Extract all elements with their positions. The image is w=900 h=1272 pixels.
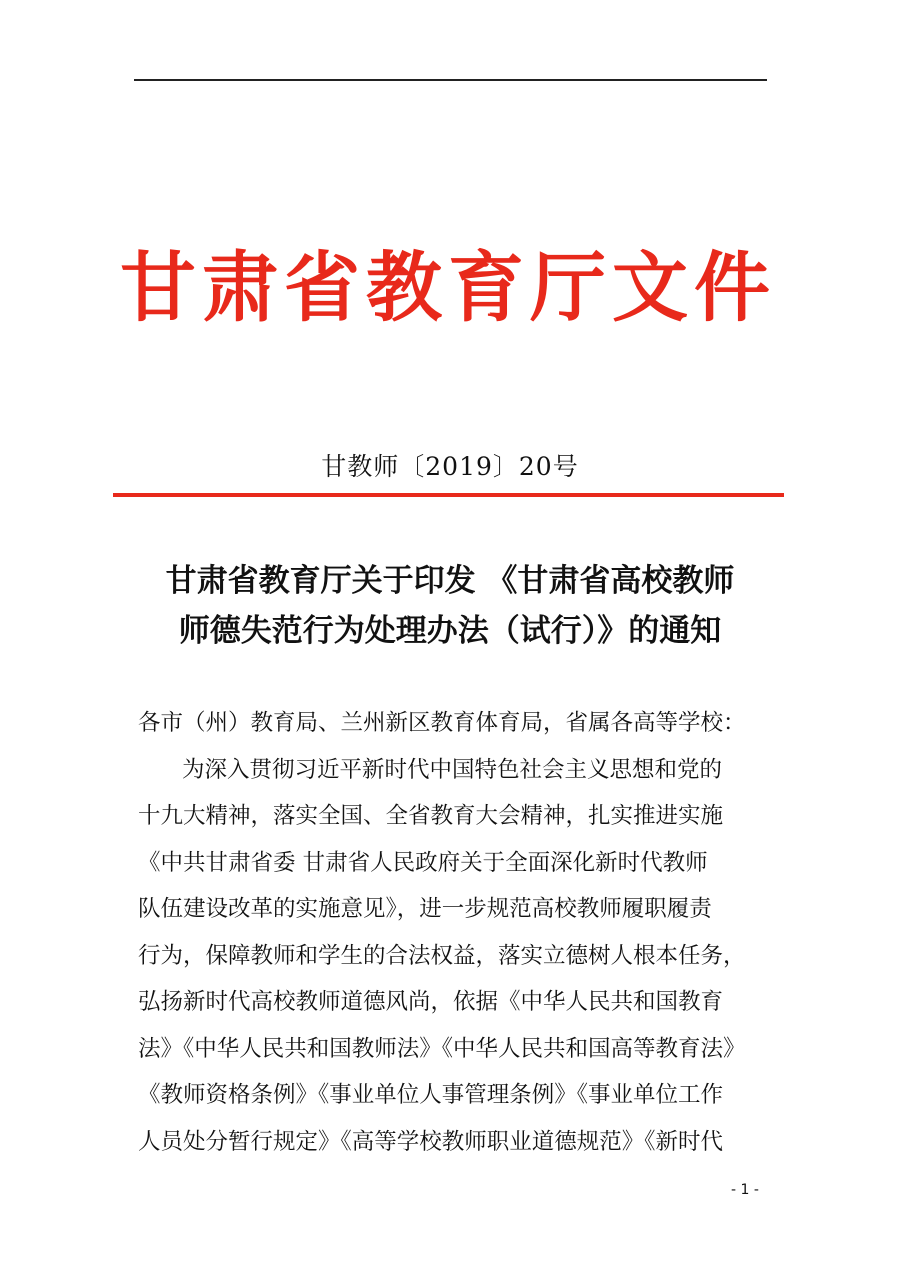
top-divider [134,79,767,81]
red-divider [113,493,784,497]
body-line: 《中共甘肃省委 甘肃省人民政府关于全面深化新时代教师 [138,849,708,876]
body-line: 队伍建设改革的实施意见》，进一步规范高校教师履职履责 [138,896,712,922]
body-text [138,700,770,1165]
notice-title [120,556,780,656]
document-number: 甘教师〔2019〕20号 [321,452,579,481]
body-line: 为深入贯彻习近平新时代中国特色社会主义思想和党的 [182,756,723,783]
body-line: 行为，保障教师和学生的合法权益，落实立德树人根本任务， [138,942,746,969]
page-number: - 1 - [731,1182,759,1198]
body-line: 弘扬新时代高校教师道德风尚，依据《中华人民共和国教育 [138,989,724,1015]
body-line: 人员处分暂行规定》《高等学校教师职业道德规范》《新时代 [138,1128,724,1155]
notice-title-line-2: 师德失范行为处理办法（试行）》的通知 [178,613,722,649]
body-line: 法》《中华人民共和国教师法》《中华人民共和国高等教育法》 [138,1035,746,1062]
notice-title-line-1: 甘肃省教育厅关于印发 《甘肃省高校教师 [165,563,735,599]
body-line: 《教师资格条例》《事业单位人事管理条例》《事业单位工作 [138,1082,724,1108]
issuing-org-title: 甘肃省教育厅文件 [120,243,776,332]
salutation: 各市（州）教育局、兰州新区教育体育局，省属各高等学校： [138,710,746,736]
body-line: 十九大精神，落实全国、全省教育大会精神，扎实推进实施 [138,803,724,829]
